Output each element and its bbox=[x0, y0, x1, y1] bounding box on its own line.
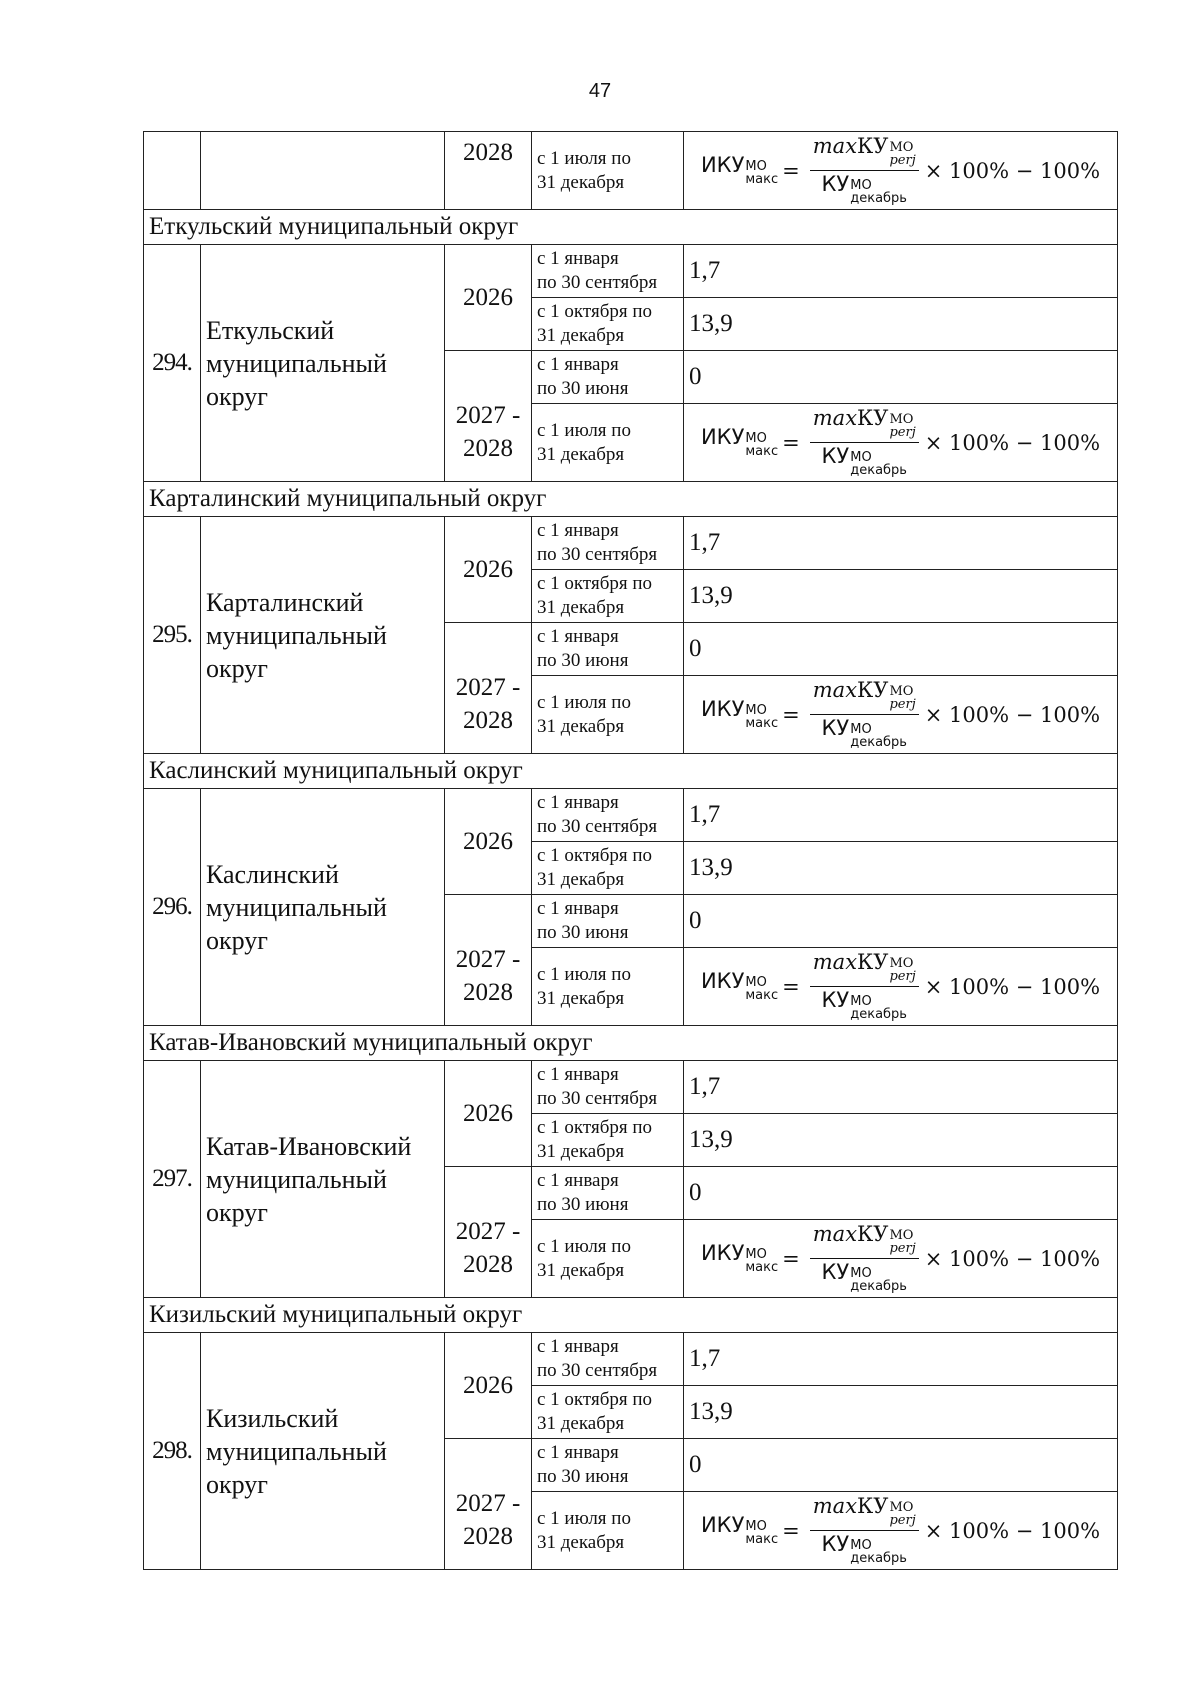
period-line: 31 декабря bbox=[537, 597, 625, 618]
period-line: с 1 января bbox=[537, 520, 619, 541]
period-cell bbox=[532, 570, 684, 623]
formula-lhs-sub: макс bbox=[745, 1260, 779, 1275]
period-line: с 1 октября по bbox=[537, 1117, 653, 1138]
value-cell bbox=[684, 676, 1118, 754]
formula-den-sub: декабрь bbox=[850, 1007, 907, 1022]
year-line: 2028 bbox=[463, 1251, 513, 1278]
formula-num-main: КУ bbox=[857, 1494, 889, 1518]
formula-num-max: max bbox=[812, 950, 858, 974]
formula-den-main: КУ bbox=[821, 172, 850, 196]
period-line: 31 декабря bbox=[537, 1141, 625, 1162]
table-row bbox=[144, 517, 1118, 570]
period-line: 31 декабря bbox=[537, 171, 625, 193]
period-line: с 1 января bbox=[537, 248, 619, 269]
formula-fraction bbox=[810, 1494, 919, 1567]
formula-lhs-sub: макс bbox=[745, 716, 779, 731]
period-cell bbox=[532, 895, 684, 948]
formula-num-max: max bbox=[812, 1222, 858, 1246]
region-header-row bbox=[144, 754, 1118, 789]
formula-lhs-sub: макс bbox=[745, 1532, 779, 1547]
region-header-row bbox=[144, 1026, 1118, 1061]
formula-num-max: max bbox=[812, 678, 858, 702]
period-line: с 1 июля по bbox=[537, 691, 631, 713]
value-cell: 0 bbox=[684, 1167, 1118, 1220]
period-line: 31 декабря bbox=[537, 987, 625, 1009]
year-line: 2027 - bbox=[455, 946, 521, 973]
ikum-formula bbox=[689, 406, 1112, 479]
period-cell bbox=[532, 842, 684, 895]
period-line: с 1 января bbox=[537, 1442, 619, 1463]
period-line: по 30 сентября bbox=[537, 816, 658, 837]
formula-lhs-sub: макс bbox=[745, 988, 779, 1003]
formula-lhs-sup: МО bbox=[745, 703, 767, 718]
formula-tail: × 100% − 100% bbox=[924, 430, 1101, 455]
formula-num-sub: perj bbox=[889, 153, 916, 168]
period-cell bbox=[532, 517, 684, 570]
district-name-line: муниципальный bbox=[206, 348, 387, 378]
formula-fraction bbox=[810, 678, 919, 751]
formula-num-main: КУ bbox=[857, 950, 889, 974]
ikum-formula bbox=[689, 1494, 1112, 1567]
formula-num-main: КУ bbox=[857, 678, 889, 702]
formula-lhs-sup: МО bbox=[745, 1247, 767, 1262]
year-line: 2027 - bbox=[455, 1218, 521, 1245]
period-line: с 1 января bbox=[537, 1170, 619, 1191]
formula-num-max: max bbox=[812, 1494, 858, 1518]
formula-lhs-sup: МО bbox=[745, 1519, 767, 1534]
period-line: по 30 сентября bbox=[537, 1088, 658, 1109]
formula-num-sup: МО bbox=[889, 956, 914, 971]
formula-tail: × 100% − 100% bbox=[924, 974, 1101, 999]
value-cell: 1,7 bbox=[684, 517, 1118, 570]
period-line: с 1 октября по bbox=[537, 1389, 653, 1410]
period-line: с 1 июля по bbox=[537, 1507, 631, 1529]
formula-equals: = bbox=[782, 430, 800, 455]
period-line: 31 декабря bbox=[537, 869, 625, 890]
row-number: 297. bbox=[144, 1061, 201, 1298]
period-line: 31 декабря bbox=[537, 1531, 625, 1553]
period-line: 31 декабря bbox=[537, 1259, 625, 1281]
period-cell bbox=[532, 948, 684, 1026]
year-line: 2027 - bbox=[455, 402, 521, 429]
formula-fraction bbox=[810, 1222, 919, 1295]
period-line: с 1 января bbox=[537, 1064, 619, 1085]
district-name-line: округ bbox=[206, 1197, 268, 1227]
period-line: по 30 июня bbox=[537, 922, 629, 943]
formula-lhs-sub: макс bbox=[745, 172, 779, 187]
formula-num-main: КУ bbox=[857, 1222, 889, 1246]
period-cell bbox=[532, 676, 684, 754]
year-cell bbox=[445, 895, 532, 1026]
period-cell bbox=[532, 1061, 684, 1114]
period-cell bbox=[532, 789, 684, 842]
period-line: с 1 октября по bbox=[537, 845, 653, 866]
period-cell bbox=[532, 1386, 684, 1439]
formula-den-sup: МО bbox=[850, 1538, 872, 1553]
period-line: по 30 сентября bbox=[537, 1360, 658, 1381]
region-title: Еткульский муниципальный округ bbox=[144, 210, 1118, 245]
formula-lhs-main: ИКУ bbox=[700, 969, 745, 993]
formula-den-main: КУ bbox=[821, 988, 850, 1012]
table-row bbox=[144, 789, 1118, 842]
period-line: с 1 июля по bbox=[537, 147, 631, 169]
ikum-formula bbox=[689, 678, 1112, 751]
period-cell bbox=[532, 1114, 684, 1167]
ikum-formula bbox=[689, 134, 1112, 207]
district-name-line: муниципальный bbox=[206, 1436, 387, 1466]
year-cell bbox=[445, 1439, 532, 1570]
district-name-line: Карталинский bbox=[206, 587, 364, 617]
formula-lhs-main: ИКУ bbox=[700, 697, 745, 721]
period-line: по 30 июня bbox=[537, 1194, 629, 1215]
table-row bbox=[144, 1061, 1118, 1114]
period-line: 31 декабря bbox=[537, 325, 625, 346]
table-row bbox=[144, 1333, 1118, 1386]
formula-equals: = bbox=[782, 1246, 800, 1271]
value-cell: 1,7 bbox=[684, 245, 1118, 298]
formula-lhs-main: ИКУ bbox=[700, 425, 745, 449]
value-cell: 1,7 bbox=[684, 1333, 1118, 1386]
period-cell bbox=[532, 1492, 684, 1570]
formula-num-sub: perj bbox=[889, 697, 916, 712]
formula-num-sub: perj bbox=[889, 425, 916, 440]
formula-equals: = bbox=[782, 702, 800, 727]
district-name-line: округ bbox=[206, 925, 268, 955]
year-line: 2027 - bbox=[455, 1490, 521, 1517]
year-cell: 2026 bbox=[445, 517, 532, 623]
formula-num-main: КУ bbox=[857, 134, 889, 158]
formula-den-main: КУ bbox=[821, 716, 850, 740]
year-line: 2027 - bbox=[455, 674, 521, 701]
formula-den-main: КУ bbox=[821, 1260, 850, 1284]
value-cell bbox=[684, 404, 1118, 482]
formula-num-sub: perj bbox=[889, 969, 916, 984]
formula-lhs-sup: МО bbox=[745, 159, 767, 174]
period-cell bbox=[532, 1220, 684, 1298]
row-number: 295. bbox=[144, 517, 201, 754]
formula-lhs-sup: МО bbox=[745, 975, 767, 990]
year-cell: 2026 bbox=[445, 1333, 532, 1439]
formula-lhs-sup: МО bbox=[745, 431, 767, 446]
formula-num-main: КУ bbox=[857, 406, 889, 430]
year-cell bbox=[445, 351, 532, 482]
formula-tail: × 100% − 100% bbox=[924, 1246, 1101, 1271]
year-line: 2028 bbox=[463, 707, 513, 734]
formula-lhs-main: ИКУ bbox=[700, 1513, 745, 1537]
period-line: по 30 сентября bbox=[537, 544, 658, 565]
value-cell: 0 bbox=[684, 1439, 1118, 1492]
value-cell bbox=[684, 1220, 1118, 1298]
value-cell: 0 bbox=[684, 351, 1118, 404]
value-cell bbox=[684, 132, 1118, 210]
period-cell bbox=[532, 132, 684, 210]
formula-den-sup: МО bbox=[850, 1266, 872, 1281]
period-line: 31 декабря bbox=[537, 1413, 625, 1434]
formula-den-sup: МО bbox=[850, 450, 872, 465]
region-title: Кизильский муниципальный округ bbox=[144, 1298, 1118, 1333]
period-cell bbox=[532, 404, 684, 482]
period-line: с 1 января bbox=[537, 898, 619, 919]
empty-cell bbox=[201, 132, 445, 210]
formula-den-sub: декабрь bbox=[850, 1279, 907, 1294]
formula-den-sub: декабрь bbox=[850, 735, 907, 750]
value-cell: 1,7 bbox=[684, 789, 1118, 842]
period-line: 31 декабря bbox=[537, 715, 625, 737]
formula-num-sub: perj bbox=[889, 1241, 916, 1256]
formula-equals: = bbox=[782, 158, 800, 183]
period-cell bbox=[532, 1333, 684, 1386]
period-line: с 1 января bbox=[537, 626, 619, 647]
region-title: Карталинский муниципальный округ bbox=[144, 482, 1118, 517]
formula-num-sup: МО bbox=[889, 140, 914, 155]
formula-lhs-main: ИКУ bbox=[700, 153, 745, 177]
ikum-formula bbox=[689, 950, 1112, 1023]
period-line: с 1 января bbox=[537, 1336, 619, 1357]
region-header-row bbox=[144, 1298, 1118, 1333]
formula-num-max: max bbox=[812, 406, 858, 430]
empty-cell bbox=[144, 132, 201, 210]
period-cell bbox=[532, 1167, 684, 1220]
value-cell: 0 bbox=[684, 623, 1118, 676]
year-line: 2028 bbox=[463, 435, 513, 462]
formula-tail: × 100% − 100% bbox=[924, 702, 1101, 727]
period-line: по 30 июня bbox=[537, 378, 629, 399]
district-name bbox=[201, 245, 445, 482]
formula-num-sup: МО bbox=[889, 1500, 914, 1515]
formula-lhs-main: ИКУ bbox=[700, 1241, 745, 1265]
district-name-line: округ bbox=[206, 653, 268, 683]
value-cell: 13,9 bbox=[684, 298, 1118, 351]
district-name-line: округ bbox=[206, 1469, 268, 1499]
period-line: с 1 октября по bbox=[537, 301, 653, 322]
period-line: по 30 июня bbox=[537, 650, 629, 671]
district-name-line: Катав-Ивановский bbox=[206, 1131, 412, 1161]
year-cell: 2026 bbox=[445, 789, 532, 895]
year-line: 2028 bbox=[463, 1523, 513, 1550]
district-name bbox=[201, 1333, 445, 1570]
period-cell bbox=[532, 245, 684, 298]
district-name-line: округ bbox=[206, 381, 268, 411]
formula-den-main: КУ bbox=[821, 1532, 850, 1556]
coefficients-table bbox=[143, 131, 1118, 1570]
formula-fraction bbox=[810, 950, 919, 1023]
region-header-row bbox=[144, 210, 1118, 245]
page-number: 47 bbox=[588, 80, 612, 102]
year-line: 2028 bbox=[463, 979, 513, 1006]
value-cell: 13,9 bbox=[684, 1114, 1118, 1167]
year-cell: 2026 bbox=[445, 245, 532, 351]
district-name-line: Кизильский bbox=[206, 1403, 339, 1433]
value-cell: 1,7 bbox=[684, 1061, 1118, 1114]
year-cell bbox=[445, 623, 532, 754]
district-name-line: муниципальный bbox=[206, 892, 387, 922]
district-name bbox=[201, 1061, 445, 1298]
formula-den-sub: декабрь bbox=[850, 191, 907, 206]
formula-den-sup: МО bbox=[850, 178, 872, 193]
period-line: с 1 июля по bbox=[537, 1235, 631, 1257]
formula-den-sub: декабрь bbox=[850, 1551, 907, 1566]
value-cell bbox=[684, 1492, 1118, 1570]
period-cell bbox=[532, 623, 684, 676]
formula-fraction bbox=[810, 406, 919, 479]
value-cell: 13,9 bbox=[684, 842, 1118, 895]
formula-num-sup: МО bbox=[889, 412, 914, 427]
year-cell: 2026 bbox=[445, 1061, 532, 1167]
table-row bbox=[144, 132, 1118, 210]
formula-num-sup: МО bbox=[889, 684, 914, 699]
formula-num-sub: perj bbox=[889, 1513, 916, 1528]
formula-equals: = bbox=[782, 974, 800, 999]
district-name bbox=[201, 789, 445, 1026]
period-line: 31 декабря bbox=[537, 443, 625, 465]
district-name-line: муниципальный bbox=[206, 1164, 387, 1194]
formula-tail: × 100% − 100% bbox=[924, 1518, 1101, 1543]
period-line: с 1 июля по bbox=[537, 963, 631, 985]
formula-num-max: max bbox=[812, 134, 858, 158]
region-header-row bbox=[144, 482, 1118, 517]
formula-equals: = bbox=[782, 1518, 800, 1543]
district-name-line: Еткульский bbox=[206, 315, 335, 345]
formula-lhs-sub: макс bbox=[745, 444, 779, 459]
region-title: Каслинский муниципальный округ bbox=[144, 754, 1118, 789]
formula-num-sup: МО bbox=[889, 1228, 914, 1243]
period-line: с 1 октября по bbox=[537, 573, 653, 594]
formula-tail: × 100% − 100% bbox=[924, 158, 1101, 183]
period-line: по 30 сентября bbox=[537, 272, 658, 293]
period-cell bbox=[532, 298, 684, 351]
formula-fraction bbox=[810, 134, 919, 207]
value-cell: 13,9 bbox=[684, 570, 1118, 623]
row-number: 298. bbox=[144, 1333, 201, 1570]
period-cell bbox=[532, 351, 684, 404]
year-cell: 2028 bbox=[445, 132, 532, 210]
year-cell bbox=[445, 1167, 532, 1298]
district-name bbox=[201, 517, 445, 754]
period-cell bbox=[532, 1439, 684, 1492]
period-line: с 1 января bbox=[537, 792, 619, 813]
table-row bbox=[144, 245, 1118, 298]
value-cell: 0 bbox=[684, 895, 1118, 948]
row-number: 296. bbox=[144, 789, 201, 1026]
district-name-line: Каслинский bbox=[206, 859, 339, 889]
ikum-formula bbox=[689, 1222, 1112, 1295]
row-number: 294. bbox=[144, 245, 201, 482]
formula-den-sup: МО bbox=[850, 994, 872, 1009]
period-line: с 1 июля по bbox=[537, 419, 631, 441]
region-title: Катав-Ивановский муниципальный округ bbox=[144, 1026, 1118, 1061]
period-line: с 1 января bbox=[537, 354, 619, 375]
period-line: по 30 июня bbox=[537, 1466, 629, 1487]
formula-den-sub: декабрь bbox=[850, 463, 907, 478]
value-cell bbox=[684, 948, 1118, 1026]
value-cell: 13,9 bbox=[684, 1386, 1118, 1439]
district-name-line: муниципальный bbox=[206, 620, 387, 650]
formula-den-main: КУ bbox=[821, 444, 850, 468]
formula-den-sup: МО bbox=[850, 722, 872, 737]
